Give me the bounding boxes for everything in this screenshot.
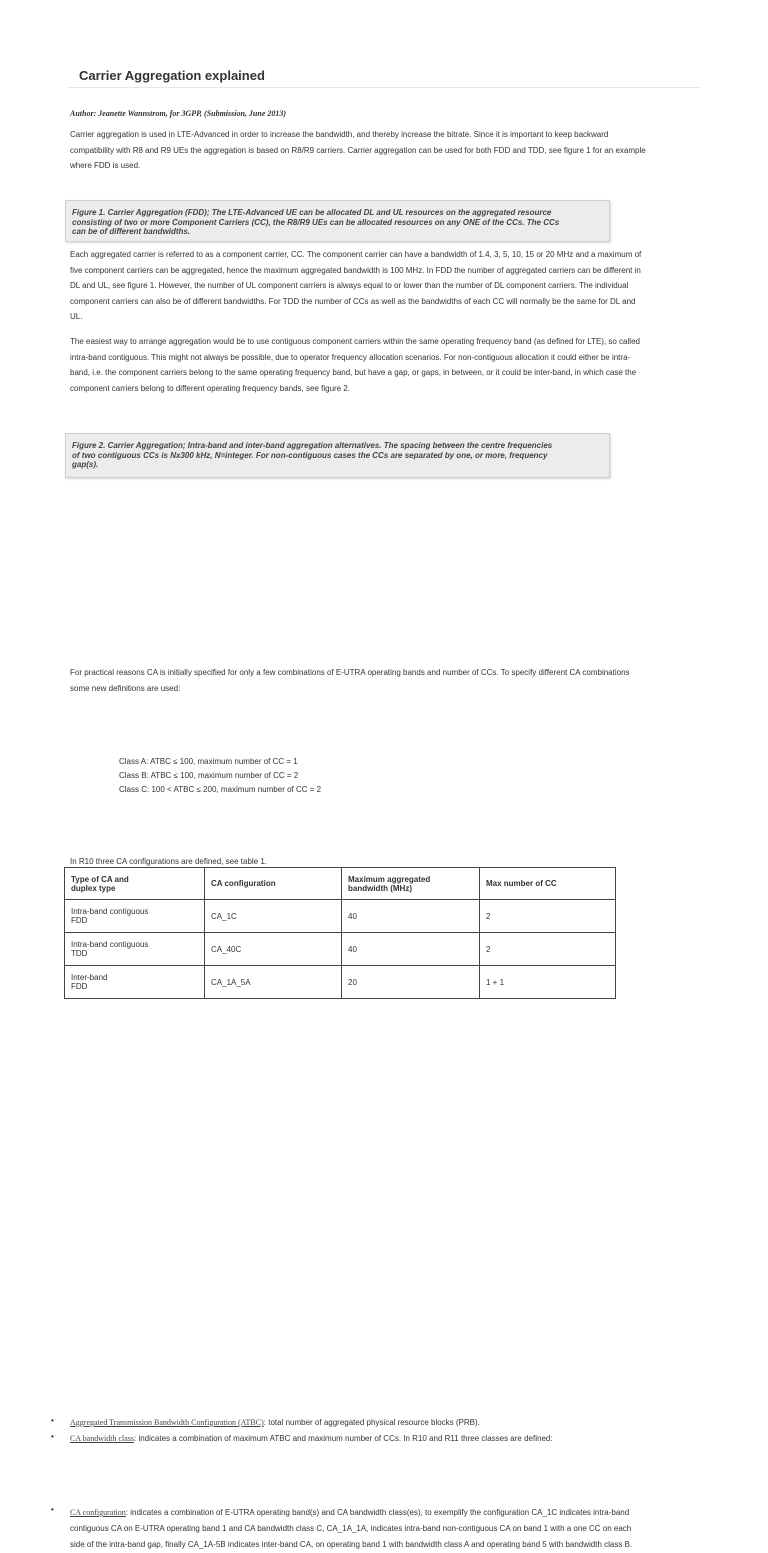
table-header-row [65, 868, 616, 900]
table-cell: 40 [342, 900, 480, 933]
table-cell: CA_40C [205, 933, 342, 966]
paragraph-line: The easiest way to arrange aggregation would be to use contiguous component carriers within the same operating frequency band (as defined for LTE), so called [70, 337, 640, 346]
paragraph-line: some new definitions are used: [70, 683, 181, 693]
table-row [65, 900, 616, 933]
bullet-icon: • [51, 1505, 54, 1514]
aggregation-types-paragraph [70, 334, 702, 396]
author-line: Author: Jeanette Wannstrom, for 3GPP, (Submission, June 2013) [70, 109, 287, 118]
definition-text: : indicates a combination of E-UTRA operating band(s) and CA bandwidth class(es), to exemplify the configuration CA_1C indicates intra-band [125, 1508, 630, 1517]
paragraph-line: band, i.e. the component carriers belong to the same operating frequency band, but have a gap, or gaps, in between, or it could be inter-band, in which case the [70, 368, 637, 377]
table-cell: 20 [342, 966, 480, 999]
paragraph-line: DL and UL, see figure 1. However, the number of UL component carriers is always equal to or lower than the number of DL component carriers. The individual [70, 281, 629, 290]
figure-2-caption-line: gap(s). [72, 460, 99, 469]
intro-line: Carrier aggregation is used in LTE-Advanced in order to increase the bandwidth, and thereby increase the bitrate. Since it is important to keep backward [70, 130, 609, 139]
figure-1-caption-line: Figure 1. Carrier Aggregation (FDD); The LTE-Advanced UE can be allocated DL and UL resources on the aggregated resource [72, 208, 552, 217]
table-cell: CA_1A_5A [205, 966, 342, 999]
figure-2-caption-line: of two contiguous CCs is Nx300 kHz, N=integer. For non-contiguous cases the CCs are separated by one, or more, frequency [72, 450, 548, 460]
ca-bandwidth-class-term-link[interactable]: CA bandwidth class [70, 1434, 134, 1443]
bandwidth-class-c: Class C: 100 < ATBC ≤ 200, maximum number of CC = 2 [119, 785, 322, 794]
table-cell: 1 + 1 [480, 966, 616, 999]
ca-combinations-paragraph [70, 665, 702, 696]
table-cell: CA_1C [205, 900, 342, 933]
atbc-term-link[interactable]: Aggregated Transmission Bandwidth Configuration (ATBC) [70, 1418, 264, 1427]
table-cell: Intra-band contiguous TDD [65, 933, 205, 966]
column-header: Max number of CC [480, 868, 616, 900]
bullet-icon: • [51, 1416, 54, 1425]
paragraph-line: Each aggregated carrier is referred to as a component carrier, CC. The component carrier can have a bandwidth of 1.4, 3, 5, 10, 15 or 20 MHz and a maximum of [70, 250, 642, 259]
ca-configuration-term-link[interactable]: CA configuration [70, 1508, 126, 1517]
table-cell: 40 [342, 933, 480, 966]
column-header: Maximum aggregated bandwidth (MHz) [342, 868, 480, 900]
intro-line: compatibility with R8 and R9 UEs the aggregation is based on R8/R9 carriers. Carrier aggregation can be used for both FDD and TDD, see figure 1 for an example [70, 145, 646, 155]
intro-line: where FDD is used. [70, 161, 141, 170]
table-cell: Inter-band FDD [65, 966, 205, 999]
table-cell: 2 [480, 933, 616, 966]
intro-paragraph [70, 127, 702, 174]
ca-configurations-table [64, 867, 616, 999]
paragraph-line: component carriers belong to different operating frequency bands, see figure 2. [70, 383, 351, 393]
figure-2-caption [65, 433, 610, 478]
paragraph-line: intra-band contiguous. This might not always be possible, due to operator frequency allocation scenarios. For non-contiguous allocation it could either be intra- [70, 352, 631, 362]
table-row [65, 933, 616, 966]
definition-text: side of the intra-band gap, finally CA_1A-5B indicates inter-band CA, on operating band 1 with bandwidth class A and operating band 5 with bandwidth class B. [70, 1540, 633, 1549]
definition-text: : total number of aggregated physical resource blocks (PRB). [263, 1418, 480, 1427]
table-cell: 2 [480, 900, 616, 933]
table-intro: In R10 three CA configurations are defined, see table 1. [70, 857, 268, 866]
figure-2-caption-line: Figure 2. Carrier Aggregation; Intra-band and inter-band aggregation alternatives. The spacing between the centre frequencies [72, 441, 553, 450]
figure-1-caption [65, 200, 610, 242]
page-title: Carrier Aggregation explained [79, 68, 265, 83]
component-carrier-paragraph [70, 247, 702, 325]
paragraph-line: component carriers can also be of different bandwidths. For TDD the number of CCs as well as the bandwidths of each CC will normally be the same for DL and [70, 296, 636, 306]
paragraph-line: UL. [70, 312, 83, 321]
table-cell: Intra-band contiguous FDD [65, 900, 205, 933]
bullet-icon: • [51, 1432, 54, 1441]
column-header: CA configuration [205, 868, 342, 900]
paragraph-line: For practical reasons CA is initially specified for only a few combinations of E-UTRA operating bands and number of CCs. To specify different CA combinations [70, 668, 630, 677]
bandwidth-class-a: Class A: ATBC ≤ 100, maximum number of CC = 1 [119, 757, 298, 766]
paragraph-line: five component carriers can be aggregated, hence the maximum aggregated bandwidth is 100 MHz. In FDD the number of aggregated carriers can be different in [70, 265, 641, 275]
definition-text: contiguous CA on E-UTRA operating band 1 and CA bandwidth class C, CA_1A_1A, indicates intra-band non-contiguous CA on band 1 with a one CC on each [70, 1524, 632, 1533]
table-row [65, 966, 616, 999]
definition-text: : indicates a combination of maximum ATBC and maximum number of CCs. In R10 and R11 three classes are defined: [134, 1434, 553, 1443]
title-divider [67, 87, 700, 88]
figure-1-caption-line: consisting of two or more Component Carriers (CC), the R8/R9 UEs can be allocated resources on any ONE of the CCs. The CCs [72, 217, 560, 227]
figure-1-caption-line: can be of different bandwidths. [72, 227, 191, 236]
column-header: Type of CA and duplex type [65, 868, 205, 900]
bandwidth-class-b: Class B: ATBC ≤ 100, maximum number of CC = 2 [119, 771, 299, 780]
